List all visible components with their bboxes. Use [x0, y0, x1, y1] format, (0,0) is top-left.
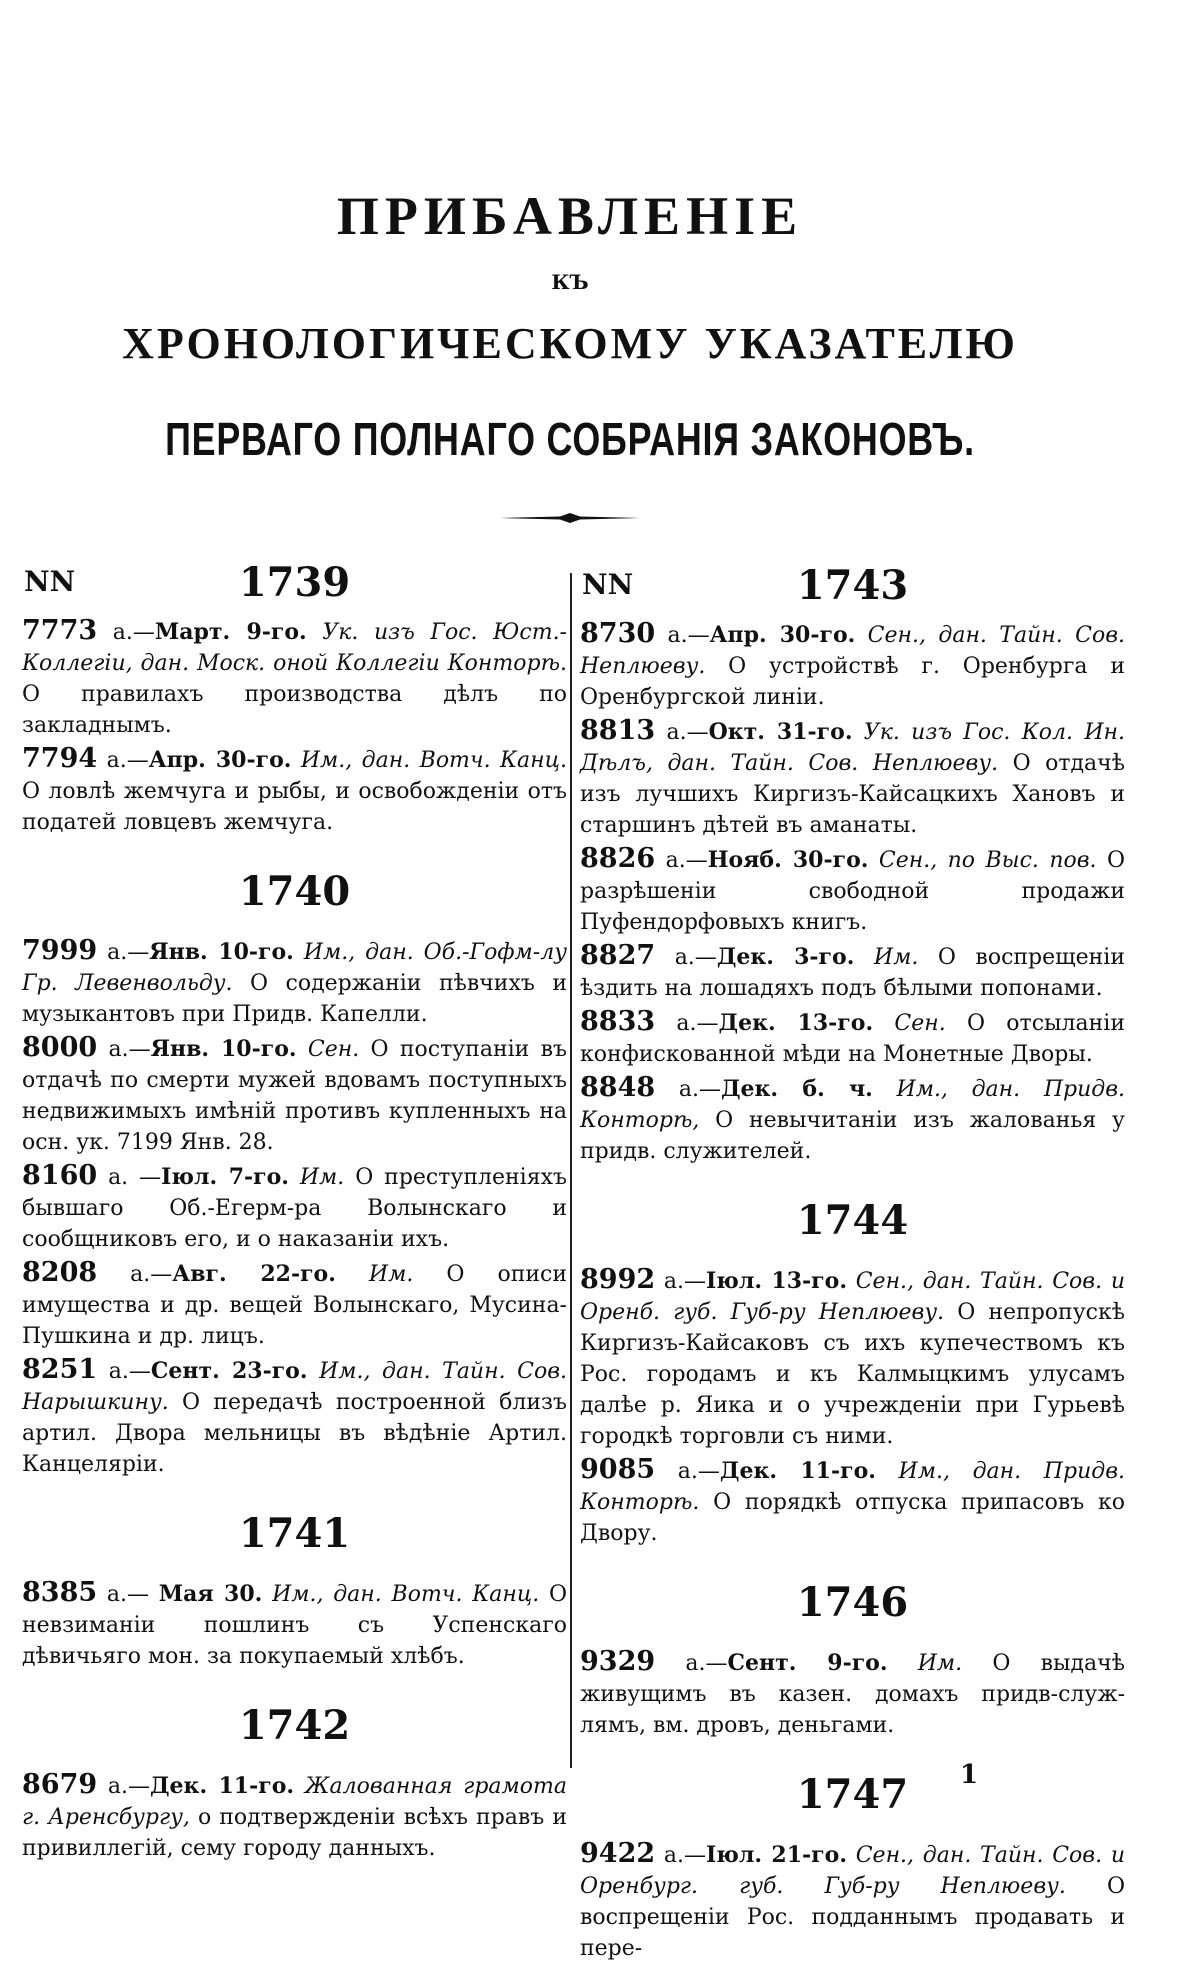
decree-source: Им.: [288, 1165, 345, 1190]
decree-number: 9085: [580, 1454, 656, 1485]
decree-prefix: а.—: [655, 1651, 728, 1676]
decree-prefix: а.—: [655, 848, 708, 873]
year-heading: 1742: [238, 1702, 351, 1749]
decree-date: Іюл. 7-го.: [161, 1164, 289, 1190]
year-heading: 1744: [796, 1197, 909, 1244]
decree-entry: [580, 1006, 1125, 1070]
decree-prefix: а.—: [97, 1774, 150, 1799]
decree-source: Сен.: [873, 1011, 946, 1036]
decree-source: Им., дан. Вотч. Канц.: [291, 748, 567, 773]
decree-entry: [580, 940, 1125, 1004]
column-header: [580, 562, 1125, 618]
decree-date: Іюл. 21-го.: [706, 1842, 847, 1868]
decree-prefix: а.—: [655, 1011, 719, 1036]
decree-entry: [22, 1577, 567, 1672]
decree-entry: [580, 1646, 1125, 1741]
decree-prefix: а.—: [97, 1037, 151, 1062]
decree-number: 9422: [580, 1838, 656, 1869]
decree-date: Апр. 30-го.: [148, 747, 292, 773]
decree-entry: [580, 618, 1125, 713]
decree-prefix: а.—: [655, 1843, 706, 1868]
decree-text: О порядкѣ отпуска припасовъ ко Двору.: [580, 1490, 1125, 1546]
decree-entry: [580, 1264, 1125, 1452]
page-subtitle: ХРОНОЛОГИЧЕСКОМУ УКАЗАТЕЛЮ: [122, 319, 1018, 368]
decree-number: 8208: [22, 1257, 98, 1288]
decree-source: Сен., по Выс. пов.: [868, 848, 1097, 873]
decree-prefix: а.—: [655, 623, 710, 648]
decree-prefix: а.—: [655, 1269, 706, 1294]
decree-entry: [580, 843, 1125, 938]
decree-entry: [22, 1032, 567, 1158]
decree-number: 8160: [22, 1160, 98, 1191]
decree-number: 7999: [22, 935, 98, 966]
decree-prefix: а.—: [97, 1582, 159, 1607]
year-heading: 1739: [238, 559, 351, 606]
year-heading: 1743: [796, 562, 909, 609]
decree-prefix: а.—: [655, 1459, 720, 1484]
decree-number: 8826: [580, 843, 656, 874]
decree-entry: [22, 1769, 567, 1864]
decree-prefix: а. —: [97, 1165, 162, 1190]
decree-number: 7773: [22, 615, 98, 646]
year-heading: 1747: [796, 1771, 909, 1818]
decree-date: Дек. 11-го.: [719, 1458, 876, 1484]
decree-number: 8848: [580, 1072, 656, 1103]
decree-date: Іюл. 13-го.: [706, 1268, 847, 1294]
decree-prefix: а.—: [655, 945, 717, 970]
decree-prefix: а.—: [97, 748, 149, 773]
decree-text: О правилахъ производства дѣлъ по закладнымъ.: [22, 682, 567, 738]
decree-text: О воспрещеніи Рос. подданнымъ продавать и пере-: [580, 1874, 1125, 1961]
decree-number: 8000: [22, 1032, 98, 1063]
decree-entry: [22, 743, 567, 838]
decree-number: 8833: [580, 1006, 656, 1037]
decree-number: 8385: [22, 1577, 98, 1608]
decree-date: Апр. 30-го.: [709, 622, 856, 648]
decree-entry: [22, 1354, 567, 1480]
decree-source: Им., дан. Придв. Конторѣ,: [580, 1077, 1125, 1133]
nn-label: NN: [24, 565, 76, 598]
page-number: 1: [960, 1760, 979, 1790]
nn-label: NN: [582, 568, 634, 601]
decree-number: 8827: [580, 940, 656, 971]
decree-source: Им.: [854, 945, 919, 970]
decree-text: о подтвержденіи всѣхъ правъ и привиллегій, сему городу данныхъ.: [22, 1805, 568, 1861]
decree-date: Янв. 10-го.: [149, 939, 294, 965]
decree-number: 8251: [22, 1354, 98, 1385]
decree-source: Сен., дан. Тайн. Сов. и Оренбург. губ. Губ-ру Неплюеву.: [580, 1843, 1125, 1899]
decree-source: Им., дан. Тайн. Сов. Нарышкину.: [22, 1359, 568, 1415]
decree-text: О поступаніи въ отдачѣ по смерти мужей вдовамъ поступныхъ недвижимыхъ имѣній противъ купленныхъ на осн. ук. 7199 Янв. 28.: [22, 1037, 568, 1155]
decree-source: Им., дан. Об.-Гофм-лу Гр. Левенвольду.: [22, 940, 567, 996]
decree-date: Март. 9-го.: [154, 619, 307, 645]
year-heading: 1746: [796, 1579, 909, 1626]
decree-date: Авг. 22-го.: [172, 1261, 336, 1287]
year-heading: 1741: [238, 1510, 351, 1557]
decree-text: О воспрещеніи ѣздить на лошадяхъ подъ бѣлыми попонами.: [580, 945, 1125, 1001]
decree-source: Сен.: [296, 1037, 360, 1062]
decree-entry: [22, 1160, 567, 1255]
decree-entry: [580, 1838, 1125, 1964]
decree-date: Дек. 11-го.: [150, 1773, 295, 1799]
decree-date: Дек. 3-го.: [716, 944, 855, 970]
decree-text: О выдачѣ живущимъ въ казен. домахъ придв-служ-лямъ, вм. дровъ, деньгами.: [580, 1651, 1125, 1738]
decree-source: Сен., дан. Тайн. Сов. и Оренб. губ. Губ-ру Неплюеву.: [580, 1269, 1125, 1325]
decree-source: Им.: [335, 1262, 414, 1287]
decree-text: О передачѣ построенной близъ артил. Двора мельницы въ вѣдѣніе Артил. Канцеляріи.: [22, 1390, 567, 1477]
decree-prefix: а.—: [655, 1077, 721, 1102]
decree-source: Им., дан. Вотч. Канц.: [262, 1582, 540, 1607]
decree-entry: [22, 935, 567, 1030]
decree-number: 8730: [580, 618, 656, 649]
decree-date: Мая 30.: [158, 1581, 263, 1607]
left-column: [22, 559, 568, 1866]
decree-date: Сент. 23-го.: [150, 1358, 308, 1384]
decree-date: Янв. 10-го.: [150, 1036, 297, 1062]
decree-date: Дек. 13-го.: [718, 1010, 874, 1036]
decree-date: Окт. 31-го.: [708, 719, 853, 745]
decree-source: Им.: [887, 1651, 963, 1676]
decree-text: О устройствѣ г. Оренбурга и Оренбургской линіи.: [580, 654, 1125, 710]
title-preposition: КЪ: [551, 270, 589, 294]
decree-source: Им., дан. Придв. Конторѣ.: [580, 1459, 1125, 1515]
page-title: ПРИБАВЛЕНІЕ: [336, 186, 804, 246]
decree-prefix: а.—: [97, 1262, 173, 1287]
decree-text: О непропускѣ Киргизъ-Кайсаковъ съ ихъ купечествомъ къ Рос. городамъ и къ Калмыцкимъ улусамъ далѣе р. Яика и о учрежденіи при Гурьевѣ городкѣ торговли съ ними.: [580, 1300, 1125, 1449]
decree-source: Ук. изъ Гос. Юст.-Коллегіи, дан. Моск. оной Коллегіи Конторѣ.: [22, 620, 567, 676]
decree-text: О невзиманіи пошлинъ съ Успенскаго дѣвичьяго мон. за покупаемый хлѣбъ.: [22, 1582, 568, 1669]
decree-prefix: а.—: [97, 1359, 151, 1384]
decree-prefix: а.—: [655, 720, 709, 745]
column-header: [22, 559, 567, 615]
decree-entry: [580, 1454, 1125, 1549]
decree-number: 8679: [22, 1769, 98, 1800]
decree-number: 7794: [22, 743, 98, 774]
decree-date: Сент. 9-го.: [727, 1650, 888, 1676]
decree-text: О отсыланіи конфискованной мѣди на Монетные Дворы.: [580, 1011, 1125, 1067]
decree-text: О описи имущества и др. вещей Волынскаго, Мусина-Пушкина и др. лицъ.: [22, 1262, 567, 1349]
decree-entry: [580, 1072, 1125, 1167]
decree-text: О невычитаніи изъ жалованья у придв. служителей.: [580, 1108, 1125, 1164]
decree-entry: [580, 715, 1125, 841]
decree-text: О ловлѣ жемчуга и рыбы, и освобожденіи отъ податей ловцевъ жемчуга.: [22, 779, 567, 835]
decree-date: Дек. б. ч.: [720, 1076, 873, 1102]
page-subtitle-2: ПЕРВАГО ПОЛНАГО СОБРАНІЯ ЗАКОНОВЪ.: [165, 413, 975, 465]
decree-prefix: а.—: [97, 940, 150, 965]
right-column: [580, 562, 1126, 1966]
decree-source: Жалованная грамота г. Аренсбургу,: [22, 1774, 567, 1830]
decree-number: 9329: [580, 1646, 656, 1677]
decree-number: 8992: [580, 1264, 656, 1295]
decree-text: О преступленіяхъ бывшаго Об.-Егерм-ра Волынскаго и сообщниковъ его, и о наказаніи ихъ.: [22, 1165, 567, 1252]
decree-text: О отдачѣ изъ лучшихъ Киргизъ-Кайсацкихъ Хановъ и старшинъ дѣтей въ аманаты.: [580, 751, 1125, 838]
column-divider: [570, 573, 572, 1768]
decree-date: Нояб. 30-го.: [707, 847, 869, 873]
decree-entry: [22, 1257, 567, 1352]
decree-prefix: а.—: [97, 620, 155, 645]
ornament-rule: [500, 513, 640, 523]
decree-number: 8813: [580, 715, 656, 746]
decree-source: Сен., дан. Тайн. Сов. Неплюеву.: [580, 623, 1125, 679]
decree-source: Ук. изъ Гос. Кол. Ин. Дѣлъ, дан. Тайн. Сов. Неплюеву.: [580, 720, 1125, 776]
decree-text: О содержаніи пѣвчихъ и музыкантовъ при Придв. Капелли.: [22, 971, 568, 1027]
decree-text: О разрѣшеніи свободной продажи Пуфендорфовыхъ книгъ.: [580, 848, 1126, 935]
decree-entry: [22, 615, 567, 741]
year-heading: 1740: [238, 868, 351, 915]
